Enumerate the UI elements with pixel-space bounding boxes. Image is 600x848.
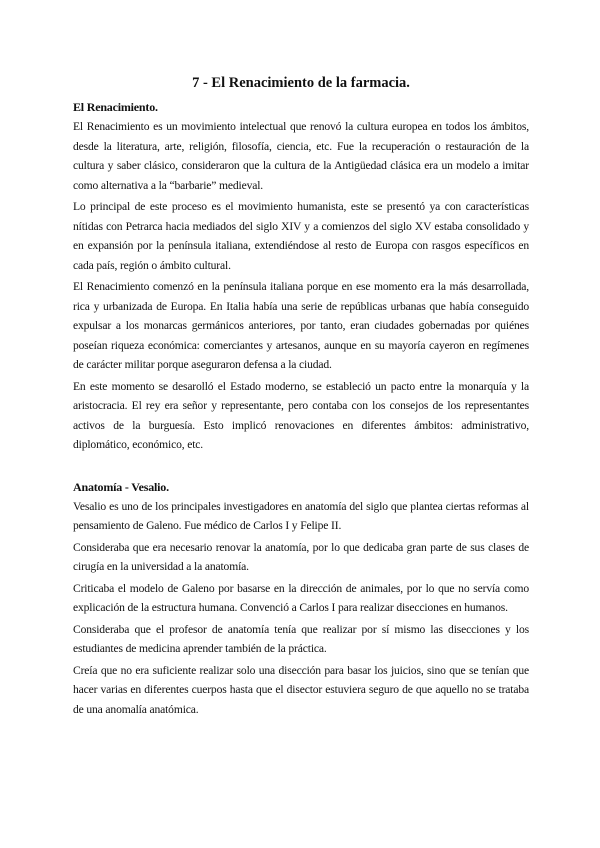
paragraph: Consideraba que era necesario renovar la anatomía, por lo que dedicaba gran parte de sus clases de cirugía en la universidad a la anatomía. xyxy=(73,540,529,573)
paragraph: Criticaba el modelo de Galeno por basarse en la dirección de animales, por lo que no servía como explicación de la estructura humana. Convenció a Carlos I para realizar disecciones en humanos. xyxy=(73,581,529,614)
paragraph: El Renacimiento comenzó en la península italiana porque en ese momento era la más desarrollada, rica y urbanizada de Europa. En Italia había una serie de repúblicas urbanas que había conseguido expulsar a los monarcas germánicos anteriores, por tanto, eran ciudades gobernadas por quiénes poseían riqueza económica: comerciantes y artesanos, aunque en su mayoría cayeron en regímenes de carácter militar porque aseguraron defensa a la ciudad. xyxy=(73,280,529,371)
paragraph: El Renacimiento es un movimiento intelectual que renovó la cultura europea en todos los ámbitos, desde la literatura, arte, religión, filosofía, ciencia, etc. Fue la recuperación o restauración de la cultura y saber clásico, consideraron que la cultura de la Antigüedad clásica era un modelo a imitar como alternativa a la “barbarie” medieval. xyxy=(73,120,529,192)
section-anatomia-vesalio xyxy=(73,479,529,720)
section-heading: El Renacimiento. xyxy=(73,100,158,114)
page-title: 7 - El Renacimiento de la farmacia. xyxy=(192,75,410,91)
section-heading: Anatomía - Vesalio. xyxy=(73,479,169,494)
paragraph: Vesalio es uno de los principales investigadores en anatomía del siglo que plantea ciertas reformas al pensamiento de Galeno. Fue médico de Carlos I y Felipe II. xyxy=(73,499,529,532)
paragraph: Creía que no era suficiente realizar solo una disección para basar los juicios, sino que se tenían que hacer varias en diferentes cuerpos hasta que el disector estuviera seguro de que aquello no se trataba de una anomalía anatómica. xyxy=(73,663,529,716)
paragraph: Lo principal de este proceso es el movimiento humanista, este se presentó ya con características nítidas con Petrarca hacia mediados del siglo XIV y a comienzos del siglo XV estaba consolidado y en expansión por la península italiana, extendiéndose al resto de Europa con rasgos específicos en cada país, región o ámbito cultural. xyxy=(73,200,529,272)
paragraph: Consideraba que el profesor de anatomía tenía que realizar por sí mismo las disecciones y los estudiantes de medicina aprender también de la práctica. xyxy=(73,622,529,655)
section-spacer xyxy=(73,457,529,479)
section-renacimiento xyxy=(73,99,529,455)
paragraph: En este momento se desarolló el Estado moderno, se estableció un pacto entre la monarquía y la aristocracia. El rey era señor y representante, pero contaba con los consejos de los representantes activos de la burguesía. Esto implicó renovaciones en diferentes ámbitos: administrativo, diplomático, económico, etc. xyxy=(73,379,529,451)
page-content xyxy=(73,74,529,721)
